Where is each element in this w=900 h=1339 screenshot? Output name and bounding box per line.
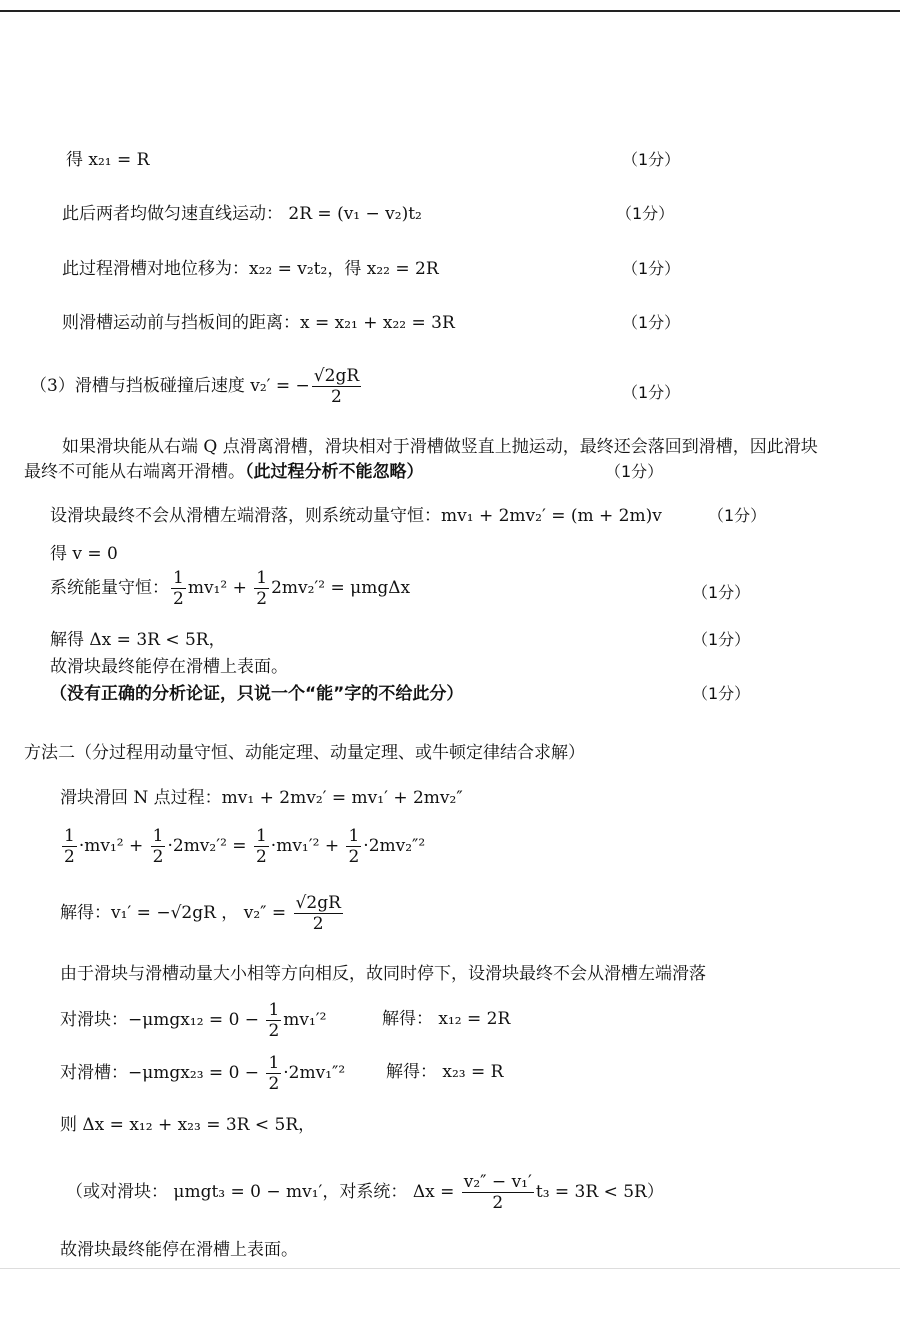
text-line: 系统能量守恒： $\frac{1}{2}$ mv₁² + $\frac{1}{2}$ 2mv₂′² = μmgΔx (50, 568, 411, 609)
score: （1分） (622, 259, 681, 278)
section-heading: 方法二（分过程用动量守恒、动能定理、动量定理、或牛顿定律结合求解） (24, 743, 585, 763)
score: （1分） (622, 150, 681, 169)
text-line: $\frac{1}{2}$ ·mv₁² + $\frac{1}{2}$ ·2mv₂′² = $\frac{1}{2}$ ·mv₁′² + $\frac{1}{2}$ ·2mv₂″² (64, 826, 426, 867)
score: （1分） (622, 313, 681, 332)
text-line: 最终不可能从右端离开滑槽。（此过程分析不能忽略） (24, 462, 424, 482)
text-line: （没有正确的分析论证，只说一个“能”字的不给此分） (50, 684, 464, 704)
text-line: 故滑块最终能停在滑槽上表面。 (60, 1240, 298, 1260)
fraction: $\frac{1}{2}$ (268, 1000, 280, 1041)
fraction: $\frac{√2gR}{2}$ (295, 893, 341, 934)
fraction: $\frac{\text{v₂″ − v₁′}}{2}$ (463, 1172, 532, 1213)
text-line: （或对滑块： μmgt₃ = 0 − mv₁′，对系统： Δx = $\frac{\text{v₂″ − v₁′}}{2}$ t₃ = 3R < 5R） (66, 1172, 664, 1213)
fraction: $\frac{1}{2}$ (255, 826, 267, 867)
text-line: （3）滑槽与挡板碰撞后速度 v₂′ = − $\frac{√2gR}{2}$ (30, 366, 360, 407)
text-line: 解得： x₁₂ = 2R (382, 1009, 511, 1029)
fraction: $\frac{√2gR}{2}$ (313, 366, 360, 407)
text-line: 得 v = 0 (50, 544, 118, 564)
text-line: 对滑槽：−μmgx₂₃ = 0 − $\frac{1}{2}$ ·2mv₁″² (60, 1053, 346, 1094)
score: （1分） (692, 684, 751, 703)
text-line: 设滑块最终不会从滑槽左端滑落，则系统动量守恒：mv₁ + 2mv₂′ = (m + 2m)v (50, 506, 662, 526)
fraction: $\frac{1}{2}$ (256, 568, 268, 609)
text-line: 解得：v₁′ = −√2gR ， v₂″ = $\frac{√2gR}{2}$ (60, 893, 341, 934)
fraction: $\frac{1}{2}$ (348, 826, 360, 867)
fraction: $\frac{1}{2}$ (173, 568, 184, 609)
text-line: 解得 Δx = 3R < 5R， (50, 630, 226, 650)
text-line: 如果滑块能从右端 Q 点滑离滑槽，滑块相对于滑槽做竖直上抛运动，最终还会落回到滑槽，因此滑块 (62, 437, 818, 457)
fraction: $\frac{1}{2}$ (152, 826, 164, 867)
text-line: 此后两者均做匀速直线运动： 2R = (v₁ − v₂)t₂ (62, 204, 422, 224)
top-rule (0, 0, 900, 12)
text-line: 得 x₂₁ = R (66, 150, 150, 170)
fraction: $\frac{1}{2}$ (64, 826, 75, 867)
text-line: 滑块滑回 N 点过程：mv₁ + 2mv₂′ = mv₁′ + 2mv₂″ (60, 788, 463, 808)
bottom-rule (0, 1268, 900, 1269)
text-line: 则滑槽运动前与挡板间的距离：x = x₂₁ + x₂₂ = 3R (62, 313, 455, 333)
text-line: 此过程滑槽对地位移为：x₂₂ = v₂t₂，得 x₂₂ = 2R (62, 259, 439, 279)
score: （1分） (708, 506, 767, 525)
text-line: 对滑块：−μmgx₁₂ = 0 − $\frac{1}{2}$ mv₁′² (60, 1000, 327, 1041)
text-line: 由于滑块与滑槽动量大小相等方向相反，故同时停下，设滑块最终不会从滑槽左端滑落 (60, 964, 706, 984)
text-line: 解得： x₂₃ = R (386, 1062, 504, 1082)
text-line: 故滑块最终能停在滑槽上表面。 (50, 657, 288, 677)
score: （1分） (605, 462, 664, 481)
score: （1分） (692, 630, 751, 649)
score: （1分） (622, 383, 681, 402)
score: （1分） (692, 583, 751, 602)
fraction: $\frac{1}{2}$ (268, 1053, 280, 1094)
text-line: 则 Δx = x₁₂ + x₂₃ = 3R < 5R， (60, 1115, 316, 1135)
score: （1分） (616, 204, 675, 223)
